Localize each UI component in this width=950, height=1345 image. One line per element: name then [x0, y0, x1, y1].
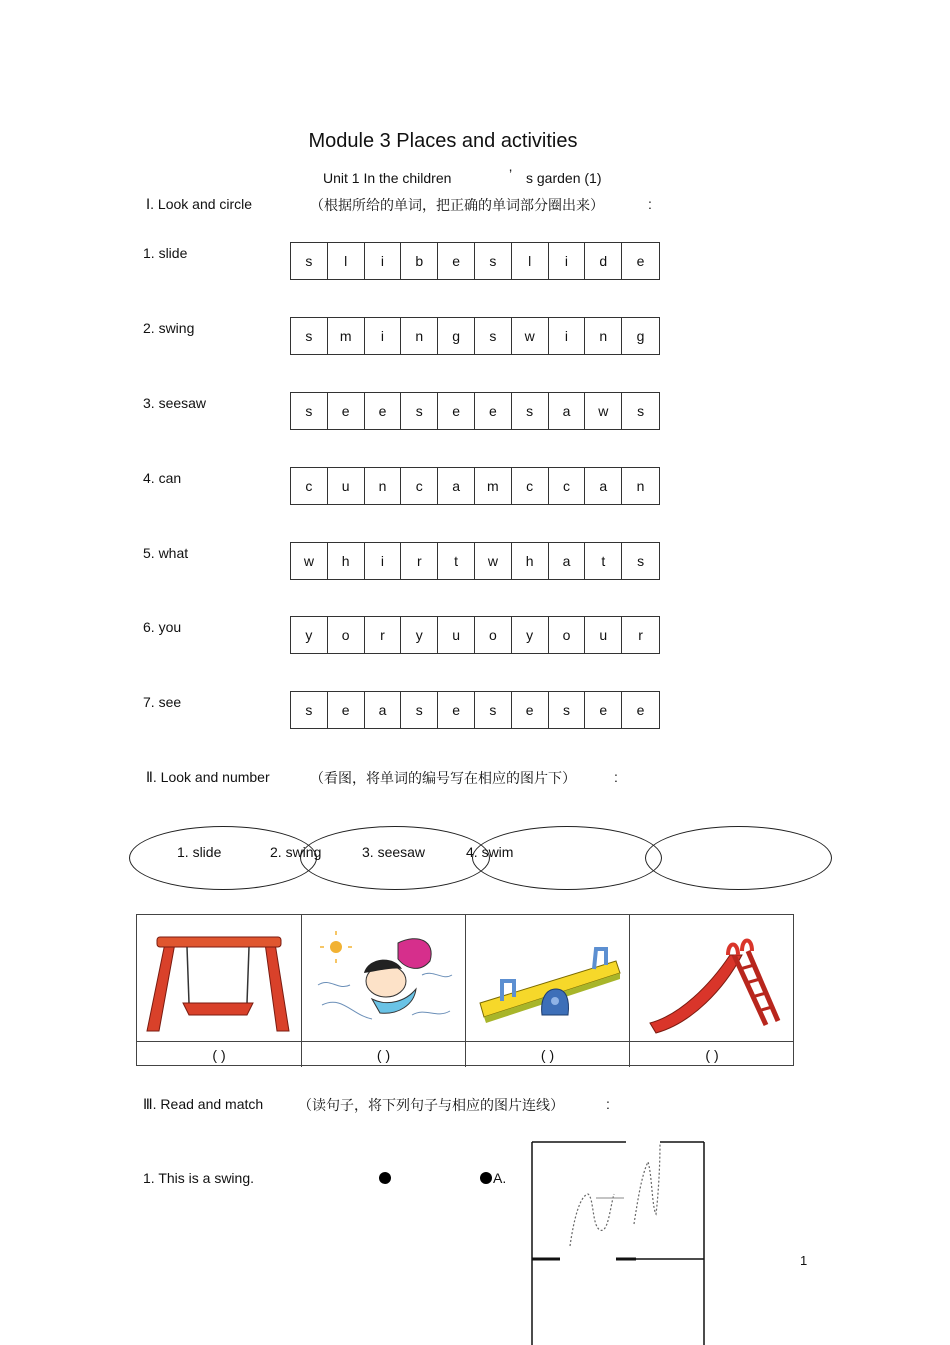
unit-title-apostrophe: ’ — [509, 166, 513, 182]
letter-cell[interactable]: d — [585, 243, 622, 279]
word-label: 6. you — [143, 619, 182, 635]
word-label: 2. swing — [143, 320, 195, 336]
section2-colon: : — [614, 769, 618, 785]
letter-cell[interactable]: w — [512, 318, 549, 354]
letter-cell[interactable]: e — [636, 702, 645, 718]
letter-cell[interactable]: c — [549, 468, 586, 504]
letter-cell[interactable]: e — [328, 393, 365, 429]
answer-blank[interactable]: ( ) — [705, 1046, 719, 1063]
word-bank-swim: 4. swim — [466, 844, 514, 860]
section3-colon: : — [606, 1096, 610, 1112]
letter-cell[interactable]: u — [328, 468, 365, 504]
unit-title-left: Unit 1 In the children — [323, 170, 452, 186]
letter-cell[interactable]: s — [512, 393, 549, 429]
answer-blank-row — [137, 1041, 793, 1067]
swing-picture-cell — [137, 915, 302, 1041]
letter-cell[interactable]: e — [438, 243, 475, 279]
letter-grid — [290, 691, 660, 729]
word-label: 4. can — [143, 470, 182, 486]
section2-instruction: （看图，将单词的编号写在相应的图片下） — [310, 771, 576, 787]
letter-cell[interactable]: i — [549, 243, 586, 279]
letter-cell[interactable]: a — [549, 393, 586, 429]
letter-cell[interactable]: s — [475, 692, 512, 728]
letter-grid — [290, 542, 660, 580]
letter-grid — [290, 616, 660, 654]
letter-cell[interactable]: s — [291, 692, 328, 728]
letter-cell[interactable]: s — [291, 393, 328, 429]
letter-cell[interactable]: o — [475, 617, 512, 653]
section2-heading: Ⅱ. Look and number — [146, 769, 270, 785]
letter-cell[interactable]: e — [438, 393, 475, 429]
match-dot-left[interactable] — [379, 1172, 391, 1184]
letter-grid — [290, 242, 660, 280]
letter-cell[interactable]: s — [637, 403, 645, 419]
letter-cell[interactable]: i — [365, 543, 402, 579]
letter-cell[interactable]: s — [291, 318, 328, 354]
word-bank-swing: 2. swing — [270, 844, 322, 860]
swing-illustration — [137, 915, 301, 1041]
letter-cell[interactable]: e — [438, 692, 475, 728]
letter-cell[interactable]: a — [438, 468, 475, 504]
letter-cell[interactable]: r — [365, 617, 402, 653]
letter-cell[interactable]: t — [585, 543, 622, 579]
match-dot-right[interactable] — [480, 1172, 492, 1184]
word-bank-oval — [645, 826, 832, 890]
letter-cell[interactable]: g — [636, 328, 645, 344]
slide-illustration — [630, 915, 794, 1041]
letter-cell[interactable]: c — [401, 468, 438, 504]
letter-grid — [290, 317, 660, 355]
match-picture-frame — [530, 1138, 706, 1345]
section3-instruction: （读句子，将下列句子与相应的图片连线） — [298, 1098, 564, 1114]
letter-cell[interactable]: t — [438, 543, 475, 579]
letter-cell[interactable]: n — [585, 318, 622, 354]
letter-cell[interactable]: m — [328, 318, 365, 354]
letter-cell[interactable]: n — [401, 318, 438, 354]
letter-cell[interactable]: w — [585, 393, 622, 429]
letter-grid — [290, 392, 660, 430]
letter-cell[interactable]: r — [401, 543, 438, 579]
letter-cell[interactable]: a — [585, 468, 622, 504]
letter-cell[interactable]: w — [475, 543, 512, 579]
letter-cell[interactable]: u — [438, 617, 475, 653]
letter-cell[interactable]: l — [512, 243, 549, 279]
letter-cell[interactable]: h — [512, 543, 549, 579]
answer-blank[interactable]: ( ) — [466, 1042, 630, 1067]
letter-cell[interactable]: w — [291, 543, 328, 579]
letter-cell[interactable]: e — [475, 393, 512, 429]
letter-cell[interactable]: e — [585, 692, 622, 728]
letter-cell[interactable]: b — [401, 243, 438, 279]
word-label: 5. what — [143, 545, 189, 561]
letter-cell[interactable]: m — [475, 468, 512, 504]
slide-picture-cell — [630, 915, 794, 1041]
match-sentence-1: 1. This is a swing. — [143, 1170, 255, 1186]
word-label: 7. see — [143, 694, 182, 710]
letter-cell[interactable]: e — [636, 253, 645, 269]
letter-cell[interactable]: n — [636, 478, 645, 494]
page-number: 1 — [800, 1253, 808, 1268]
letter-cell[interactable]: s — [401, 393, 438, 429]
letter-cell[interactable]: e — [512, 692, 549, 728]
letter-cell[interactable]: s — [549, 692, 586, 728]
letter-cell[interactable]: u — [585, 617, 622, 653]
page-title: Module 3 Places and activities — [308, 130, 578, 152]
letter-cell[interactable]: s — [475, 243, 512, 279]
section1-heading: Ⅰ. Look and circle — [146, 196, 253, 212]
letter-cell[interactable]: e — [365, 393, 402, 429]
letter-cell[interactable]: e — [328, 692, 365, 728]
letter-cell[interactable]: s — [401, 692, 438, 728]
swimming-picture-cell — [302, 915, 466, 1041]
match-option-a: A. — [493, 1170, 507, 1186]
letter-cell[interactable]: i — [365, 243, 402, 279]
section1-colon: : — [648, 196, 652, 212]
letter-cell[interactable]: s — [291, 243, 328, 279]
letter-cell[interactable]: c — [291, 468, 328, 504]
unit-title-right: s garden (1) — [526, 170, 602, 186]
letter-cell[interactable]: i — [549, 318, 586, 354]
letter-cell[interactable]: i — [365, 318, 402, 354]
letter-cell[interactable]: a — [549, 543, 586, 579]
picture-table — [136, 914, 794, 1066]
section3-heading: Ⅲ. Read and match — [143, 1096, 264, 1112]
section1-instruction: （根据所给的单词，把正确的单词部分圈出来） — [310, 198, 604, 214]
letter-cell[interactable]: y — [401, 617, 438, 653]
letter-cell[interactable]: s — [637, 553, 645, 569]
letter-cell[interactable]: y — [512, 617, 549, 653]
word-bank-seesaw: 3. seesaw — [362, 844, 426, 860]
letter-cell[interactable]: a — [365, 692, 402, 728]
letter-cell[interactable]: c — [512, 468, 549, 504]
letter-cell[interactable]: l — [328, 243, 365, 279]
word-bank-slide: 1. slide — [177, 844, 222, 860]
letter-cell[interactable]: r — [638, 627, 643, 643]
letter-cell[interactable]: g — [438, 318, 475, 354]
answer-blank[interactable]: ( ) — [137, 1042, 302, 1067]
letter-cell[interactable]: h — [328, 543, 365, 579]
letter-cell[interactable]: y — [291, 617, 328, 653]
word-label: 3. seesaw — [143, 395, 207, 411]
answer-blank[interactable]: ( ) — [302, 1042, 466, 1067]
letter-cell[interactable]: n — [365, 468, 402, 504]
letter-cell[interactable]: o — [549, 617, 586, 653]
letter-cell[interactable]: s — [475, 318, 512, 354]
letter-cell[interactable]: o — [328, 617, 365, 653]
seesaw-picture-cell — [466, 915, 630, 1041]
letter-grid — [290, 467, 660, 505]
swimming-illustration — [302, 915, 466, 1041]
word-label: 1. slide — [143, 245, 188, 261]
seesaw-illustration — [466, 915, 630, 1041]
